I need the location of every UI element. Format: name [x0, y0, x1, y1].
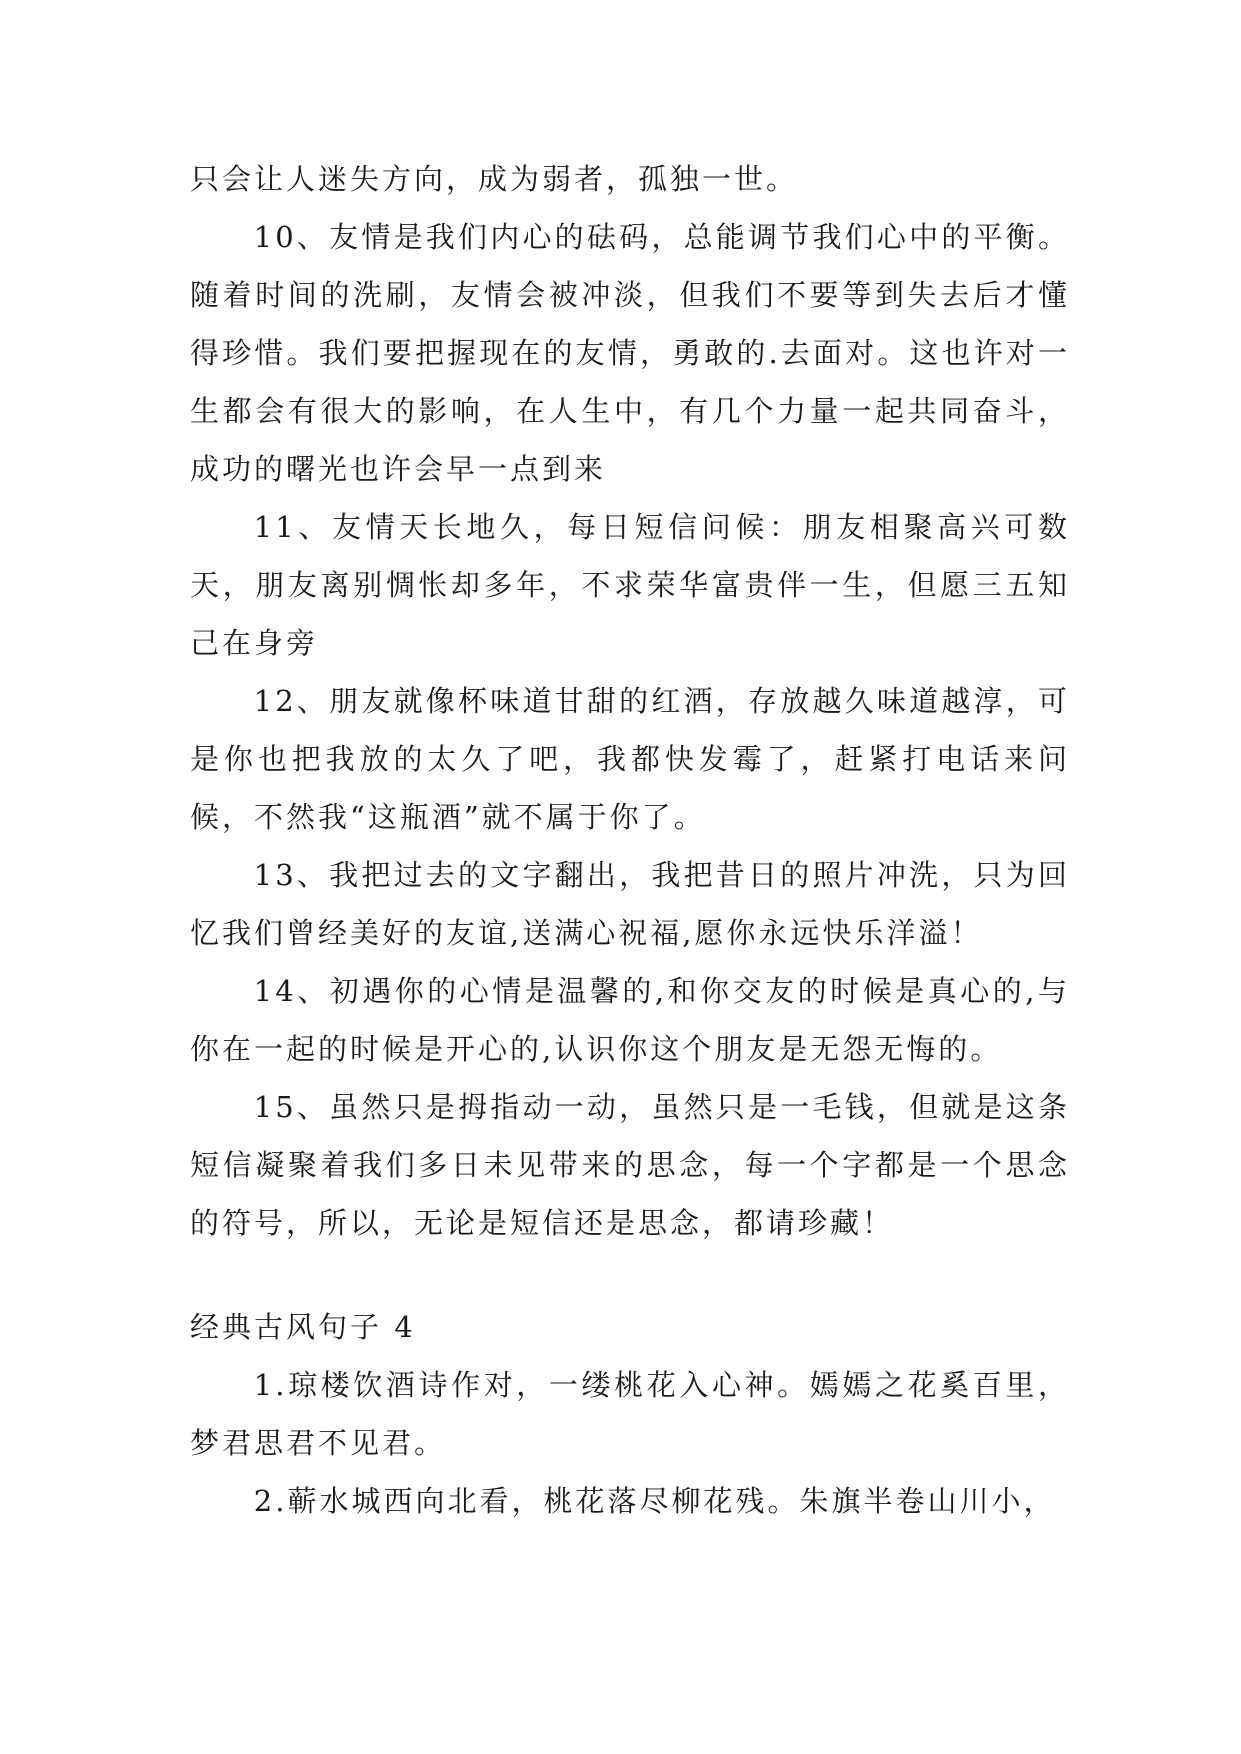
paragraph-item-15: 15、虽然只是拇指动一动，虽然只是一毛钱，但就是这条短信凝聚着我们多日未见带来的思念，每一个字都是一个思念的符号，所以，无论是短信还是思念，都请珍藏！	[190, 1090, 1070, 1240]
paragraph-item-10: 10、友情是我们内心的砝码，总能调节我们心中的平衡。随着时间的洗刷，友情会被冲淡，但我们不要等到失去后才懂得珍惜。我们要把握现在的友情，勇敢的.去面对。这也许对一生都会有很大的影响，在人生中，有几个力量一起共同奋斗，成功的曙光也许会早一点到来	[190, 220, 1070, 486]
paragraph-item-12: 12、朋友就像杯味道甘甜的红酒，存放越久味道越淳，可是你也把我放的太久了吧，我都快发霉了，赶紧打电话来问候，不然我“这瓶酒”就不属于你了。	[190, 684, 1070, 834]
poem-line-1: 1.琼楼饮酒诗作对，一缕桃花入心神。嫣嫣之花奚百里，梦君思君不见君。	[190, 1368, 1070, 1460]
poem-line-2: 2.蕲水城西向北看，桃花落尽柳花残。朱旗半卷山川小，	[253, 1484, 1056, 1518]
paragraph-item-13: 13、我把过去的文字翻出，我把昔日的照片冲洗，只为回忆我们曾经美好的友谊,送满心祝福,愿你永远快乐洋溢！	[190, 858, 1070, 950]
section-heading: 经典古风句子 4	[190, 1310, 416, 1344]
paragraph-item-11: 11、友情天长地久，每日短信问候：朋友相聚高兴可数天，朋友离别惆怅却多年，不求荣华富贵伴一生，但愿三五知己在身旁	[190, 510, 1070, 660]
document-body	[190, 150, 1070, 1530]
paragraph-continuation: 只会让人迷失方向，成为弱者，孤独一世。	[190, 162, 799, 196]
paragraph-item-14: 14、初遇你的心情是温馨的,和你交友的时候是真心的,与你在一起的时候是开心的,认识你这个朋友是无怨无悔的。	[190, 974, 1070, 1066]
